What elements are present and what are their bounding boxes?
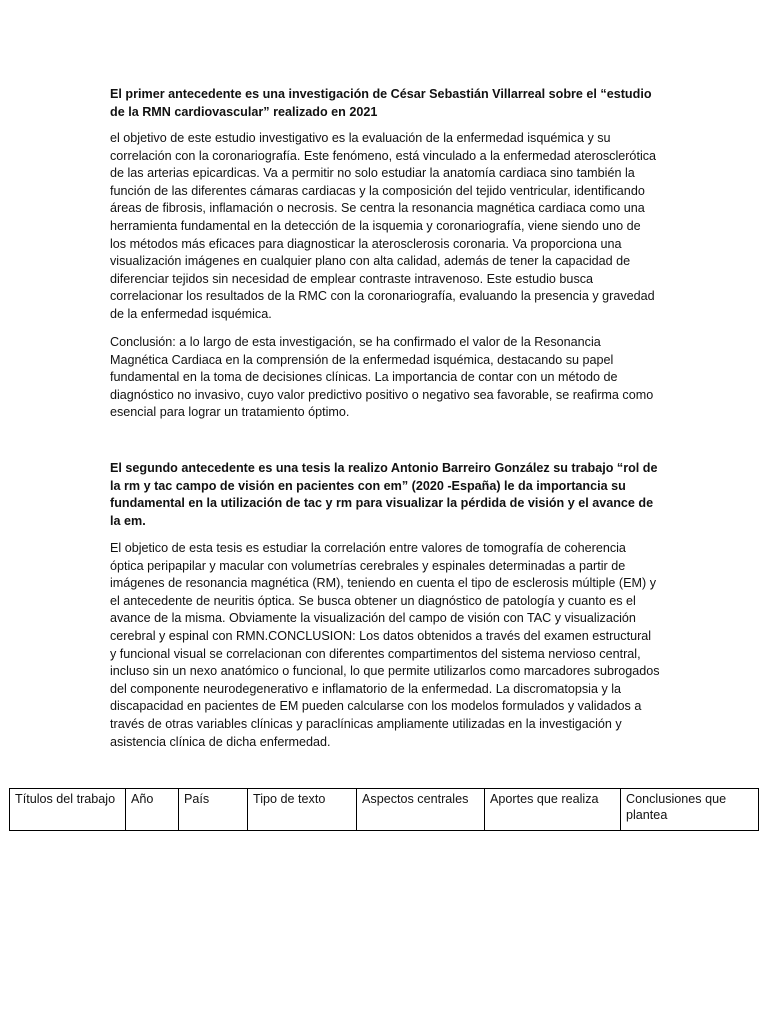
table-header-cell: Títulos del trabajo [10,789,126,831]
table-header-cell: Aportes que realiza [485,789,621,831]
table-header-cell: Tipo de texto [248,789,357,831]
table-header-cell: País [179,789,248,831]
table-header-cell: Año [126,789,179,831]
section2-paragraph: El objetico de esta tesis es estudiar la correlación entre valores de tomografía de coherencia óptica peripapilar y macular con volumetrías cerebrales y espinales determinadas a partir de imágenes de resonancia magnética (RM), teniendo en cuenta el tipo de esclerosis múltiple (EM) y el antecedente de neuritis óptica. Se busca obtener un diagnóstico de patología y cuanto es el avance de la misma. Obviamente la visualización del campo de visión con TAC y visualización cerebral y espinal con RMN.CONCLUSION: Los datos obtenidos a través del examen estructural y funcional visual se correlacionan con diferentes compartimentos del sistema nervioso central, incluso sin un nexo anatómico o funcional, lo que permite utilizarlos como marcadores subrogados del componente neurodegenerativo e inflamatorio de la enfermedad. La discromatopsia y la discapacidad en pacientes de EM pueden calcularse con los modelos formulados y validados a través de otras variables clínicas y paraclínicas ampliamente utilizadas en la investigación y asistencia clínica de dicha enfermedad. [110,541,660,749]
section2-heading: El segundo antecedente es una tesis la realizo Antonio Barreiro González su trabajo “rol de la rm y tac campo de visión en pacientes con em” (2020 -España) le da importancia su fundamental en la utilización de tac y rm para visualizar la pérdida de visión y el avance de la em. [110,461,658,528]
section1-heading: El primer antecedente es una investigación de César Sebastián Villarreal sobre el “estudio de la RMN cardiovascular” realizado en 2021 [110,87,652,119]
table-header-cell: Aspectos centrales [357,789,485,831]
table-header-row [10,789,759,831]
section1-paragraph: el objetivo de este estudio investigativo es la evaluación de la enfermedad isquémica y su correlación con la coronariografía. Este fenómeno, está vinculado a la enfermedad aterosclerótica de las arterias epicardicas. Va a permitir no solo estudiar la anatomía cardiaca sino también la función de las diferentes cámaras cardiacas y la composición del tejido ventricular, identificando áreas de fibrosis, inflamación o necrosis. Se centra la resonancia magnética cardiaca como una herramienta fundamental en la detección de la isquemia y coronariografía, viene siendo uno de los métodos más eficaces para diagnosticar la aterosclerosis coronaria. Va proporciona una visualización imágenes en cualquier plano con alta calidad, además de tener la capacidad de diferenciar tejidos sin necesidad de emplear contraste intravenoso. Este estudio busca correlacionar los resultados de la RMC con la coronariografía, evaluando la presencia y gravedad de la enfermedad isquémica. [110,131,657,321]
summary-table [9,788,759,831]
section1-conclusion: Conclusión: a lo largo de esta investigación, se ha confirmado el valor de la Resonancia Magnética Cardiaca en la comprensión de la enfermedad isquémica, destacando su papel fundamental en la toma de decisiones clínicas. La importancia de contar con un método de diagnóstico no invasivo, cuyo valor predictivo positivo o negativo sea favorable, se reafirma como esencial para lograr un tratamiento óptimo. [110,335,654,420]
table-header-cell: Conclusiones que plantea [621,789,759,831]
